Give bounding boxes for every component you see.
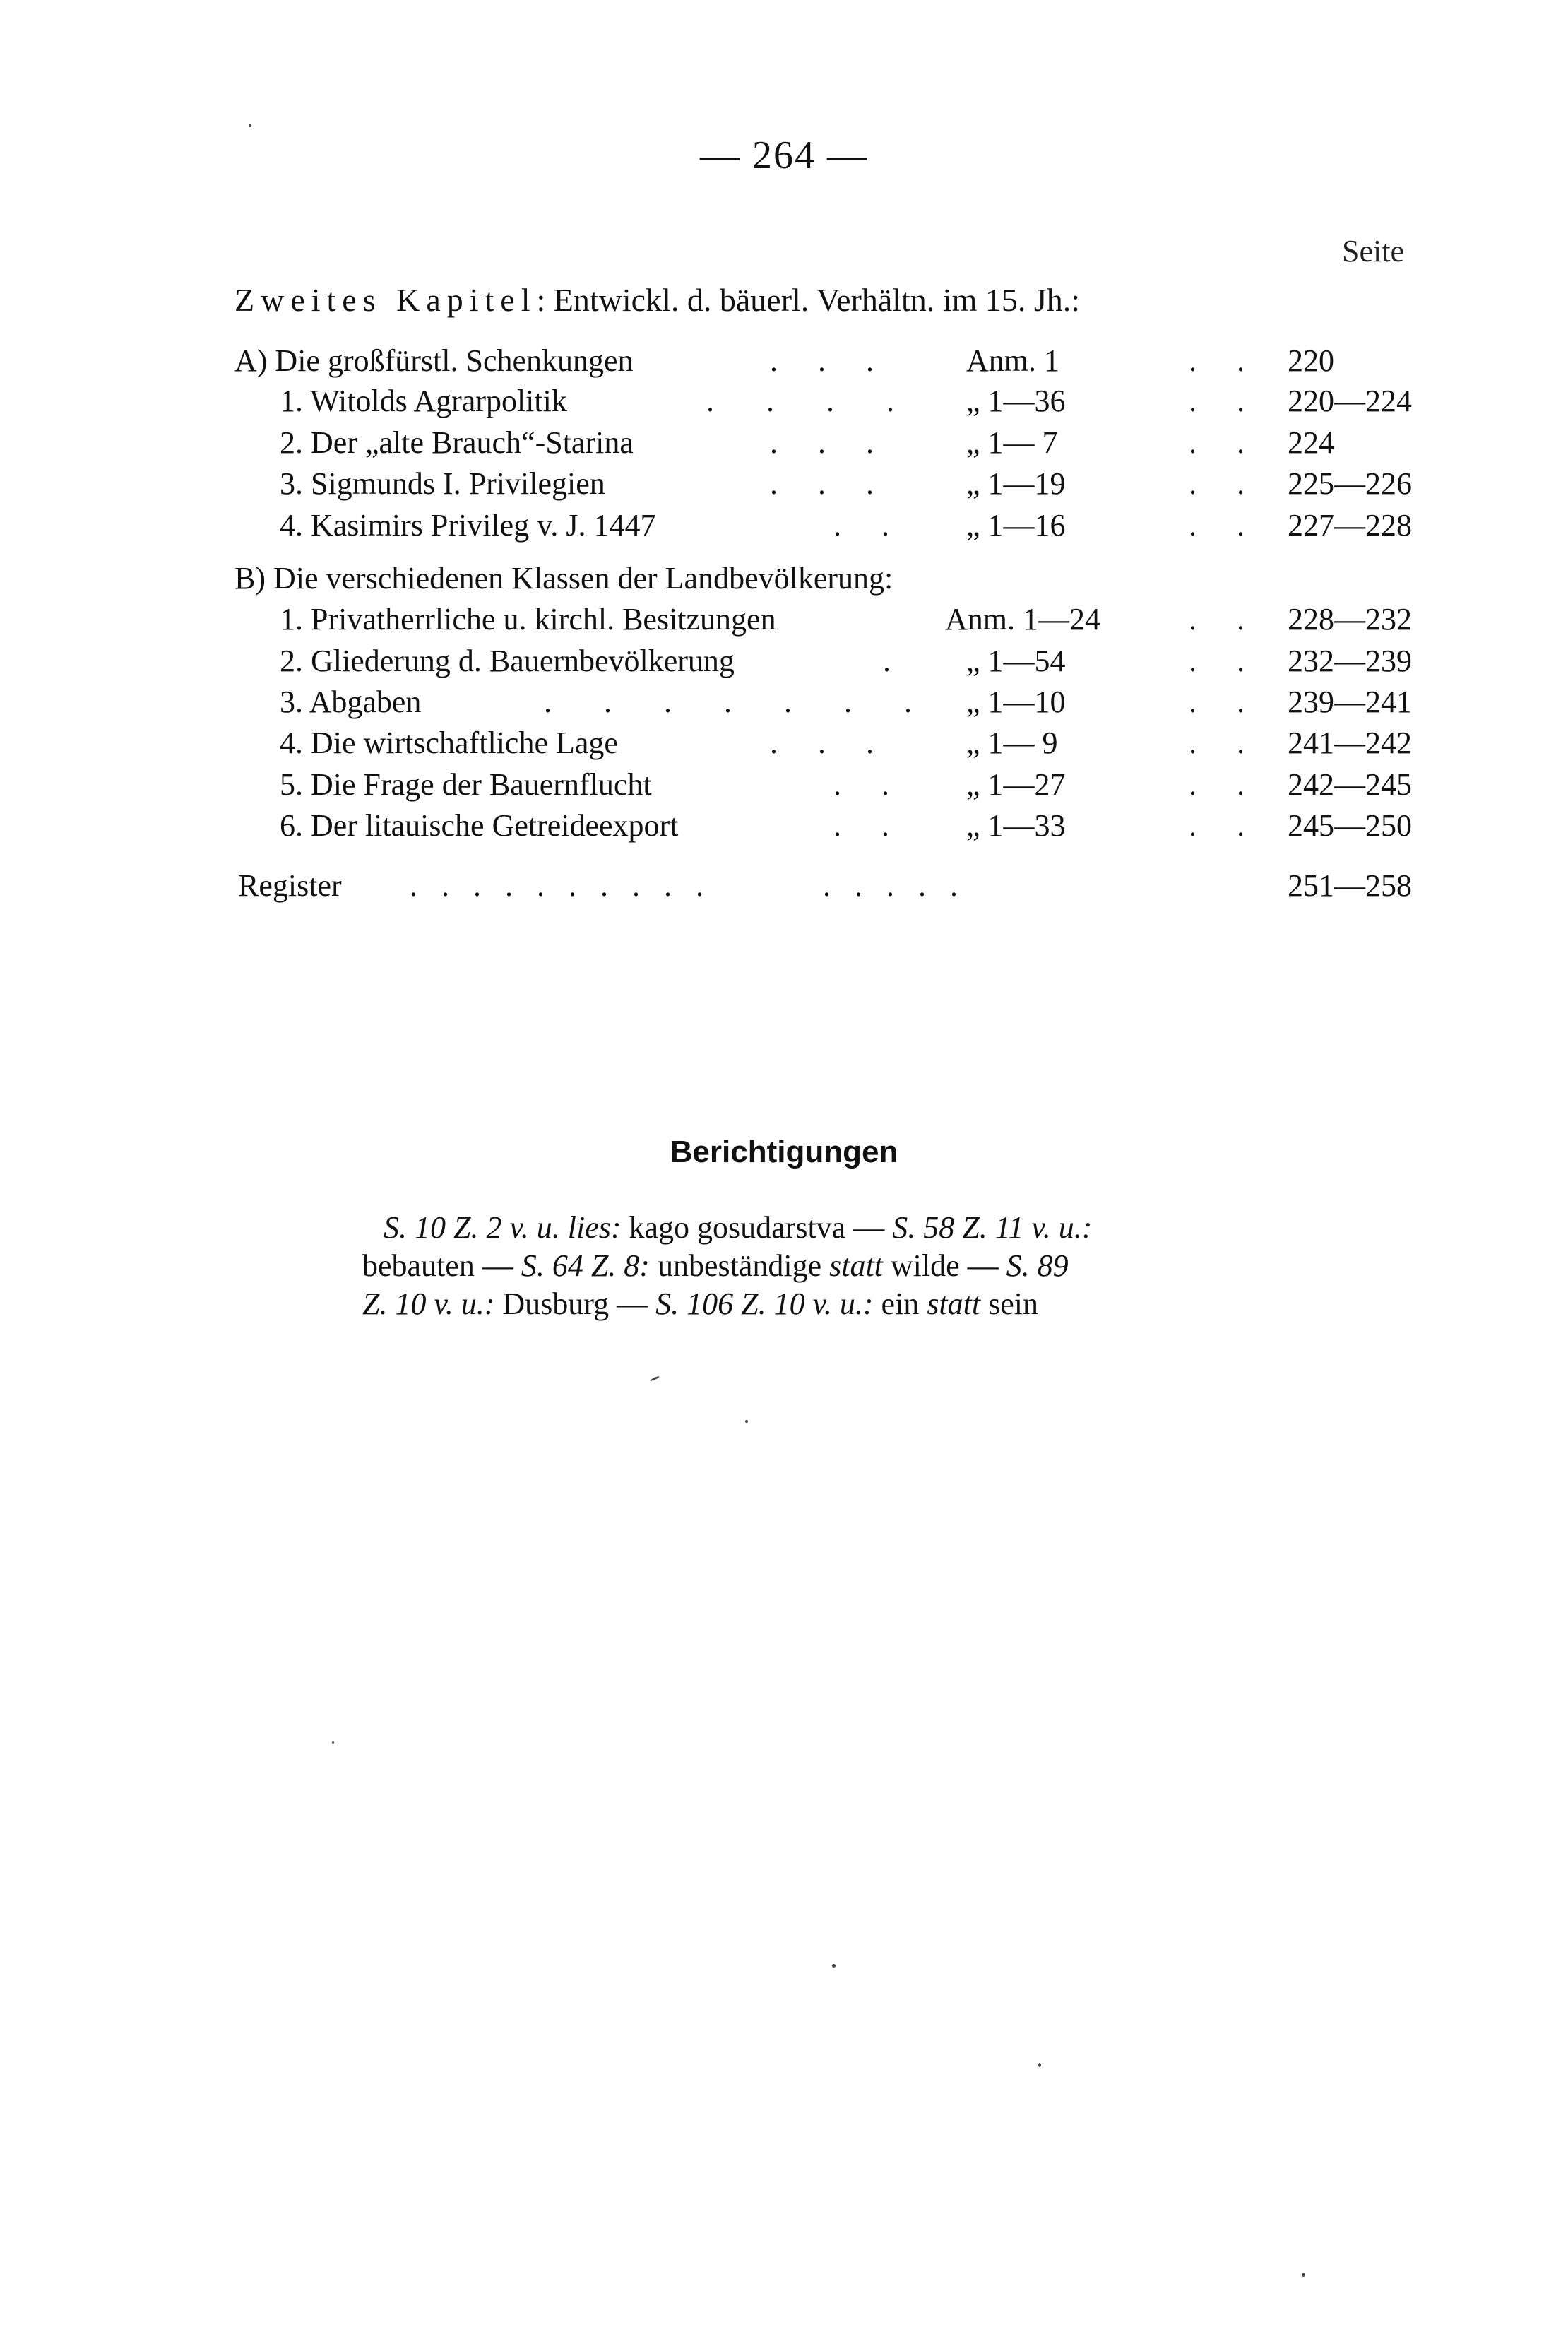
toc-row xyxy=(0,601,1568,641)
scan-speck xyxy=(332,1741,334,1744)
leader-dots: . . xyxy=(833,508,893,543)
toc-pages: 220 xyxy=(1288,343,1334,378)
corrections-title: Berichtigungen xyxy=(670,1135,898,1169)
toc-label: 6. Der litauische Getreideexport xyxy=(280,808,679,843)
toc-pages: 224 xyxy=(1288,425,1334,460)
toc-row-section-b: B) Die verschiedenen Klassen der Landbevölkerung: xyxy=(234,561,893,596)
leader-dots: . . xyxy=(1189,644,1249,678)
toc-note-ref: „ 1—10 xyxy=(966,685,1066,719)
leader-dots: . . xyxy=(1189,343,1249,378)
toc-label: 3. Sigmunds I. Privilegien xyxy=(280,466,605,501)
leader-dots: . . xyxy=(1189,384,1249,418)
toc-pages: 228—232 xyxy=(1288,602,1412,637)
leader-dots: . . xyxy=(1189,425,1249,460)
toc-pages: 245—250 xyxy=(1288,808,1412,843)
toc-row xyxy=(0,725,1568,764)
corrections-segment: ein xyxy=(873,1286,927,1321)
scan-speck xyxy=(1038,2063,1041,2067)
toc-row xyxy=(0,767,1568,806)
chapter-heading xyxy=(234,281,1080,319)
toc-pages: 239—241 xyxy=(1288,685,1412,719)
toc-pages: 232—239 xyxy=(1288,644,1412,678)
toc-label: Register xyxy=(238,868,342,903)
toc-note-ref: „ 1—54 xyxy=(966,644,1066,678)
corrections-segment: unbeständige xyxy=(649,1248,830,1283)
leader-dots: . . . xyxy=(770,466,878,501)
leader-dots: . . xyxy=(1189,466,1249,501)
corrections-segment: bebauten — xyxy=(362,1248,521,1283)
toc-label: 4. Die wirtschaftliche Lage xyxy=(280,726,618,760)
leader-dots: .......... ..... xyxy=(410,868,982,903)
toc-label: 2. Gliederung d. Bauernbevölkerung xyxy=(280,644,735,678)
toc-label: 3. Abgaben xyxy=(280,685,422,719)
toc-label: 1. Witolds Agrarpolitik xyxy=(280,384,567,418)
toc-row xyxy=(0,807,1568,847)
toc-pages: 225—226 xyxy=(1288,466,1412,501)
toc-label: 2. Der „alte Brauch“-Starina xyxy=(280,425,634,460)
toc-pages: 251—258 xyxy=(1288,868,1412,903)
toc-pages: 227—228 xyxy=(1288,508,1412,543)
toc-note-ref: Anm. 1 xyxy=(966,343,1059,378)
toc-note-ref: Anm. 1—24 xyxy=(945,602,1100,637)
leader-dots: . . xyxy=(1189,602,1249,637)
leader-dots: . . xyxy=(833,808,893,843)
scan-speck xyxy=(745,1420,748,1423)
scan-speck xyxy=(1302,2273,1305,2277)
leader-dots: . . xyxy=(1189,508,1249,543)
corrections-segment: wilde — xyxy=(882,1248,1006,1283)
scan-speck xyxy=(832,1964,836,1968)
toc-note-ref: „ 1— 9 xyxy=(966,726,1058,760)
corrections-segment: S. 106 Z. 10 v. u.: xyxy=(655,1286,874,1321)
corrections-segment: S. 58 Z. 11 v. u.: xyxy=(892,1210,1093,1245)
corrections-segment: sein xyxy=(980,1286,1038,1321)
toc-note-ref: „ 1—27 xyxy=(966,767,1066,802)
scan-speck xyxy=(650,1375,660,1382)
chapter-title: : Entwickl. d. bäuerl. Verhältn. im 15. Jh.: xyxy=(536,282,1081,318)
leader-dots: . . xyxy=(1189,767,1249,802)
toc-row xyxy=(0,466,1568,505)
toc-row xyxy=(0,383,1568,422)
leader-dots: . xyxy=(883,644,895,678)
leader-dots: . . xyxy=(1189,726,1249,760)
leader-dots: . . . xyxy=(770,726,878,760)
toc-label: 4. Kasimirs Privileg v. J. 1447 xyxy=(280,508,656,543)
toc-pages: 242—245 xyxy=(1288,767,1412,802)
leader-dots: . . xyxy=(1189,685,1249,719)
corrections-segment: Z. 10 v. u.: xyxy=(362,1286,495,1321)
leader-dots: . . xyxy=(1189,808,1249,843)
toc-pages: 220—224 xyxy=(1288,384,1412,418)
toc-row xyxy=(0,425,1568,464)
toc-row xyxy=(0,684,1568,723)
page-number: — 264 — xyxy=(700,134,868,177)
leader-dots: . . xyxy=(833,767,893,802)
toc-row xyxy=(0,643,1568,682)
leader-dots: . . . xyxy=(770,343,878,378)
scan-speck xyxy=(249,124,251,127)
toc-row-section-a xyxy=(0,343,1568,382)
chapter-label: Zweites Kapitel xyxy=(234,282,537,318)
toc-label: A) Die großfürstl. Schenkungen xyxy=(234,343,634,378)
corrections-line-1 xyxy=(384,1209,1092,1246)
toc-label: 1. Privatherrliche u. kirchl. Besitzungen xyxy=(280,602,776,637)
column-header-seite: Seite xyxy=(1342,234,1404,268)
corrections-line-3 xyxy=(362,1286,1038,1322)
toc-row-register xyxy=(0,868,1568,907)
toc-note-ref: „ 1—33 xyxy=(966,808,1066,843)
leader-dots: . . . . . . . xyxy=(544,685,916,719)
corrections-line-2 xyxy=(362,1248,1069,1284)
toc-row xyxy=(0,507,1568,547)
corrections-segment: S. 89 xyxy=(1006,1248,1069,1283)
leader-dots: . . . xyxy=(770,425,878,460)
corrections-segment: statt xyxy=(927,1286,981,1321)
toc-note-ref: „ 1—19 xyxy=(966,466,1066,501)
corrections-segment: kago gosudarstva — xyxy=(621,1210,893,1245)
toc-note-ref: „ 1—36 xyxy=(966,384,1066,418)
toc-note-ref: „ 1—16 xyxy=(966,508,1066,543)
toc-label: 5. Die Frage der Bauernflucht xyxy=(280,767,652,802)
corrections-segment: S. 64 Z. 8: xyxy=(521,1248,650,1283)
corrections-segment: S. 10 Z. 2 v. u. lies: xyxy=(384,1210,622,1245)
leader-dots: . . . . xyxy=(706,384,898,418)
corrections-segment: Dusburg — xyxy=(494,1286,656,1321)
toc-note-ref: „ 1— 7 xyxy=(966,425,1058,460)
toc-pages: 241—242 xyxy=(1288,726,1412,760)
corrections-segment: statt xyxy=(829,1248,883,1283)
